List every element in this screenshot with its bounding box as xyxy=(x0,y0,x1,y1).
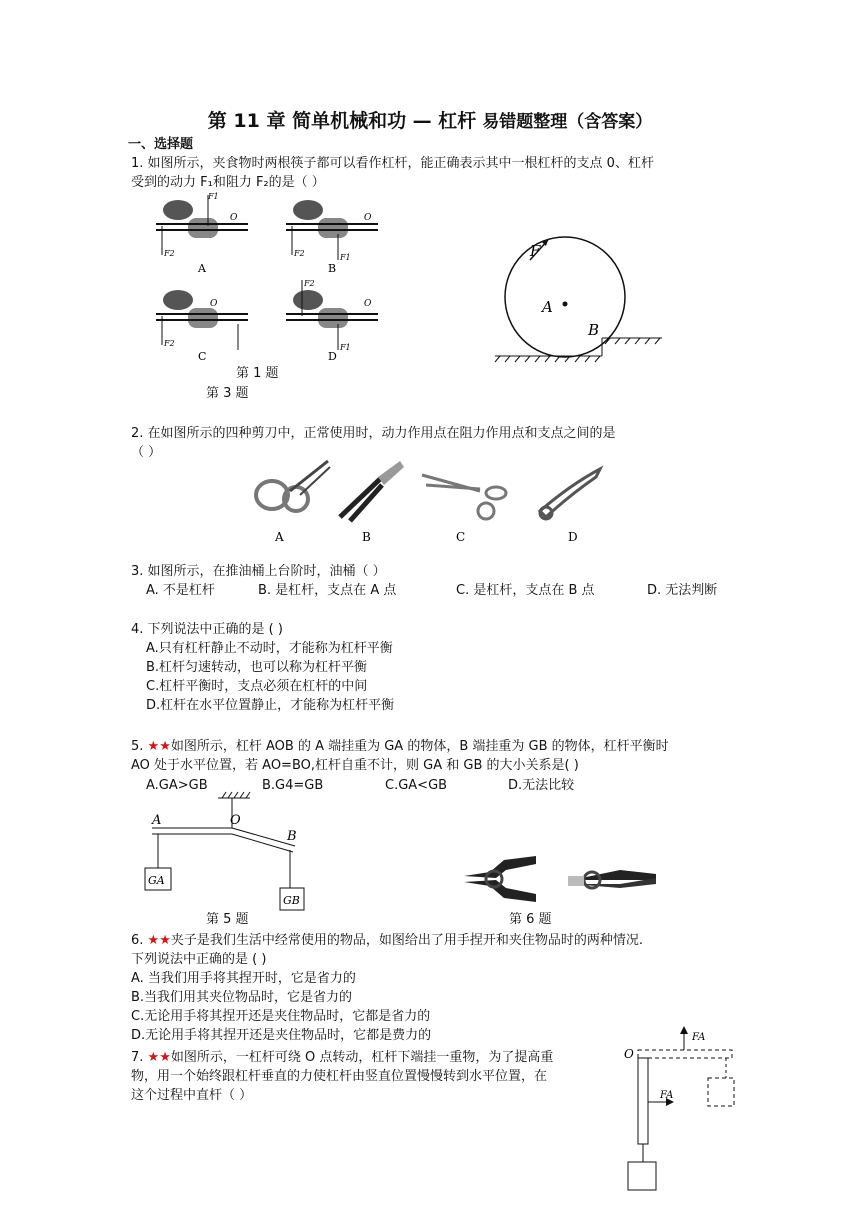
svg-text:F2: F2 xyxy=(164,339,175,348)
q6-line1: 6. ★★夹子是我们生活中经常使用的物品，如图给出了用手捏开和夹住物品时的两种情况. xyxy=(131,933,643,948)
q2-line2: （ ） xyxy=(131,445,162,460)
clip-closed xyxy=(568,870,656,888)
svg-text:B: B xyxy=(588,321,600,339)
svg-text:O: O xyxy=(210,299,218,309)
clip-figure xyxy=(460,850,660,910)
chopsticks-panel-d xyxy=(286,279,378,363)
svg-text:F2: F2 xyxy=(304,279,315,288)
q3-option-d: D. 无法判断 xyxy=(647,583,718,598)
svg-text:F1: F1 xyxy=(208,192,219,201)
lever-aob-figure xyxy=(140,790,310,915)
q5-option-d: D.无法比较 xyxy=(508,778,575,793)
svg-text:F: F xyxy=(530,242,541,260)
svg-text:B: B xyxy=(287,829,297,844)
scissors-a xyxy=(256,461,330,544)
q6-option-a: A. 当我们用手将其捏开时，它是省力的 xyxy=(131,971,356,986)
q3-caption: 第 3 题 xyxy=(206,386,249,401)
svg-text:A: A xyxy=(198,262,206,275)
svg-text:F1: F1 xyxy=(340,343,351,352)
section-heading: 一、选择题 xyxy=(128,137,194,152)
scissors-d xyxy=(540,469,600,544)
svg-text:C: C xyxy=(456,530,466,544)
svg-text:A: A xyxy=(152,813,162,828)
svg-text:C: C xyxy=(198,350,207,363)
q1-line2: 受到的动力 F₁和阻力 F₂的是（ ） xyxy=(131,175,325,190)
q5-option-a: A.GA>GB xyxy=(146,778,208,793)
svg-text:F1: F1 xyxy=(340,253,351,262)
q7-line3: 这个过程中直杆（ ） xyxy=(131,1088,253,1103)
q1-line1: 1. 如图所示，夹食物时两根筷子都可以看作杠杆，能正确表示其中一根杠杆的支点 0、杠杆 xyxy=(131,156,654,171)
svg-text:D: D xyxy=(328,350,337,363)
barrel-figure xyxy=(490,232,670,367)
chopsticks-panel-c xyxy=(156,290,248,363)
difficulty-stars: ★★ xyxy=(147,739,171,754)
svg-text:A: A xyxy=(542,298,553,316)
rotating-lever-figure xyxy=(620,1022,745,1194)
svg-text:B: B xyxy=(362,530,371,544)
svg-text:O: O xyxy=(364,213,372,223)
svg-text:O: O xyxy=(230,213,238,223)
q3-option-c: C. 是杠杆，支点在 B 点 xyxy=(456,583,595,598)
q3-option-b: B. 是杠杆，支点在 A 点 xyxy=(258,583,397,598)
page-title: 第 11 章 简单机械和功 — 杠杆 易错题整理（含答案） xyxy=(207,110,653,132)
chopsticks-figure xyxy=(148,190,398,370)
svg-text:D: D xyxy=(568,530,578,544)
svg-text:F2: F2 xyxy=(164,249,175,258)
svg-text:O: O xyxy=(364,299,372,309)
q4-option-b: B.杠杆匀速转动，也可以称为杠杆平衡 xyxy=(146,660,368,675)
q4-option-a: A.只有杠杆静止不动时，才能称为杠杆平衡 xyxy=(146,641,393,656)
scissors-c xyxy=(422,475,506,544)
q6-option-d: D.无论用手将其捏开还是夹住物品时，它都是费力的 xyxy=(131,1028,432,1043)
q7-line1: 7. ★★如图所示，一杠杆可绕 O 点转动，杠杆下端挂一重物，为了提高重 xyxy=(131,1050,554,1065)
q3-option-a: A. 不是杠杆 xyxy=(146,583,215,598)
svg-text:GA: GA xyxy=(148,874,165,887)
difficulty-stars: ★★ xyxy=(147,933,171,948)
q7-line2: 物，用一个始终跟杠杆垂直的力使杠杆由竖直位置慢慢转到水平位置，在 xyxy=(131,1069,548,1084)
scissors-figure xyxy=(250,455,610,547)
q4-option-d: D.杠杆在水平位置静止，才能称为杠杆平衡 xyxy=(146,698,395,713)
chopsticks-panel-b xyxy=(286,200,378,275)
q1-caption: 第 1 题 xyxy=(236,366,279,381)
svg-text:F2: F2 xyxy=(294,249,305,258)
q6-option-b: B.当我们用其夹位物品时，它是省力的 xyxy=(131,990,353,1005)
svg-text:B: B xyxy=(328,262,337,275)
difficulty-stars: ★★ xyxy=(147,1050,171,1065)
svg-text:A: A xyxy=(275,530,284,544)
q4-option-c: C.杠杆平衡时，支点必须在杠杆的中间 xyxy=(146,679,368,694)
q6-option-c: C.无论用手将其捏开还是夹住物品时，它都是省力的 xyxy=(131,1009,431,1024)
q5-line1: 5. ★★如图所示，杠杆 AOB 的 A 端挂重为 GA 的物体，B 端挂重为 GB 的物体，杠杆平衡时 xyxy=(131,739,669,754)
svg-text:O: O xyxy=(230,813,241,828)
q3-stem: 3. 如图所示，在推油桶上台阶时，油桶（ ） xyxy=(131,564,386,579)
scissors-b xyxy=(340,461,404,544)
q5-option-b: B.G4=GB xyxy=(262,778,324,793)
svg-text:FA: FA xyxy=(692,1032,706,1043)
svg-text:FA: FA xyxy=(660,1090,674,1101)
chopsticks-panel-a xyxy=(156,192,248,275)
q5-caption: 第 5 题 xyxy=(206,912,249,927)
q5-line2: AO 处于水平位置，若 AO=BO,杠杆自重不计，则 GA 和 GB 的大小关系是( ) xyxy=(131,758,579,773)
svg-text:GB: GB xyxy=(283,894,300,907)
q6-caption: 第 6 题 xyxy=(509,912,552,927)
q5-option-c: C.GA<GB xyxy=(385,778,448,793)
clip-open xyxy=(464,856,536,902)
q2-line1: 2. 在如图所示的四种剪刀中，正常使用时，动力作用点在阻力作用点和支点之间的是 xyxy=(131,426,616,441)
q6-line2: 下列说法中正确的是 ( ) xyxy=(131,952,267,967)
q4-stem: 4. 下列说法中正确的是 ( ) xyxy=(131,622,283,637)
svg-text:O: O xyxy=(624,1047,634,1061)
